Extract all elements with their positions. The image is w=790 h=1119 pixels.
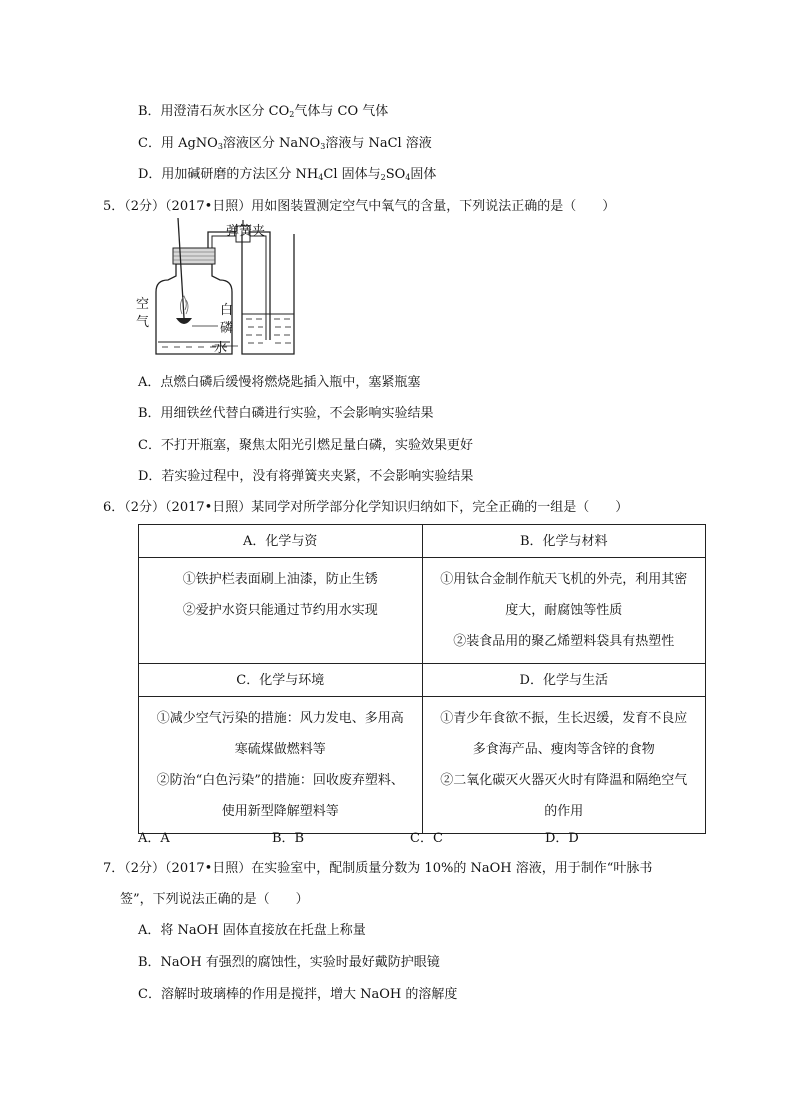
label-phosphorus-2: 磷 xyxy=(220,321,234,336)
cell-b-body: ①用钛合金制作航天飞机的外壳，利用其密 度大，耐腐蚀等性质 ②装食品用的聚乙烯塑料袋具有热塑性 xyxy=(422,558,706,664)
q5-stem: 5．（2分）（2017•日照）用如图装置测定空气中氧气的含量，下列说法正确的是（ ） xyxy=(103,199,616,214)
q4-option-c: C．用 AgNO$_3$溶液区分 NaNO$_3$溶液与 NaCl 溶液 xyxy=(138,136,432,151)
q5-option-d: D．若实验过程中，没有将弹簧夹夹紧，不会影响实验结果 xyxy=(138,469,474,484)
cell-c-body: ①减少空气污染的措施：风力发电、多用高 寒硫煤做燃料等 ②防治“白色污染”的措施：回收废弃塑料、 使用新型降解塑料等 xyxy=(139,697,423,834)
label-clip: 弹簧夹 xyxy=(226,224,266,239)
q7-stem-line-2: 签”，下列说法正确的是（ ） xyxy=(120,892,309,907)
label-air-1: 空 xyxy=(136,297,150,312)
q5-option-c: C．不打开瓶塞，聚焦太阳光引燃足量白磷，实验效果更好 xyxy=(138,438,473,453)
cell-c-head: C．化学与环境 xyxy=(139,664,423,697)
cell-d-head: D．化学与生活 xyxy=(422,664,706,697)
q6-option-d: D．D xyxy=(545,831,579,846)
q6-stem: 6．（2分）（2017•日照）某同学对所学部分化学知识归纳如下，完全正确的一组是（ ） xyxy=(103,500,629,515)
q4-option-b: B．用澄清石灰水区分 $CO_2$气体与 CO 气体 xyxy=(138,104,389,119)
q6-option-a: A．A xyxy=(138,831,170,846)
cell-a-body: ①铁护栏表面刷上油漆，防止生锈 ②爱护水资只能通过节约用水实现 xyxy=(139,558,423,664)
q7-option-b: B．NaOH 有强烈的腐蚀性，实验时最好戴防护眼镜 xyxy=(138,955,440,970)
q6-option-c: C．C xyxy=(410,831,443,846)
q7-option-c: C．溶解时玻璃棒的作用是搅拌，增大 NaOH 的溶解度 xyxy=(138,987,458,1002)
q6-option-b: B．B xyxy=(272,831,305,846)
label-air-2: 气 xyxy=(136,315,150,330)
q7-stem-line-1: 7．（2分）（2017•日照）在实验室中，配制质量分数为 10%的 NaOH 溶液，用于制作“叶脉书 xyxy=(103,861,653,876)
q4-option-d: D．用加碱研磨的方法区分 $NH_4Cl$ 固体与$_2SO_4$固体 xyxy=(138,167,437,182)
oxygen-apparatus-figure xyxy=(130,218,310,360)
q5-option-a: A．点燃白磷后缓慢将燃烧匙插入瓶中，塞紧瓶塞 xyxy=(138,375,421,390)
cell-a-head: A．化学与资 xyxy=(139,525,423,558)
cell-d-body: ①青少年食欲不振，生长迟缓，发育不良应 多食海产品、瘦肉等含锌的食物 ②二氧化碳灭火器灭火时有降温和隔绝空气 的作用 xyxy=(422,697,706,834)
cell-b-head: B．化学与材料 xyxy=(422,525,706,558)
q5-option-b: B．用细铁丝代替白磷进行实验，不会影响实验结果 xyxy=(138,406,434,421)
label-phosphorus-1: 白 xyxy=(220,303,234,318)
q7-option-a: A．将 NaOH 固体直接放在托盘上称量 xyxy=(138,923,366,938)
knowledge-table xyxy=(138,524,706,834)
label-water: 水 xyxy=(214,341,228,356)
